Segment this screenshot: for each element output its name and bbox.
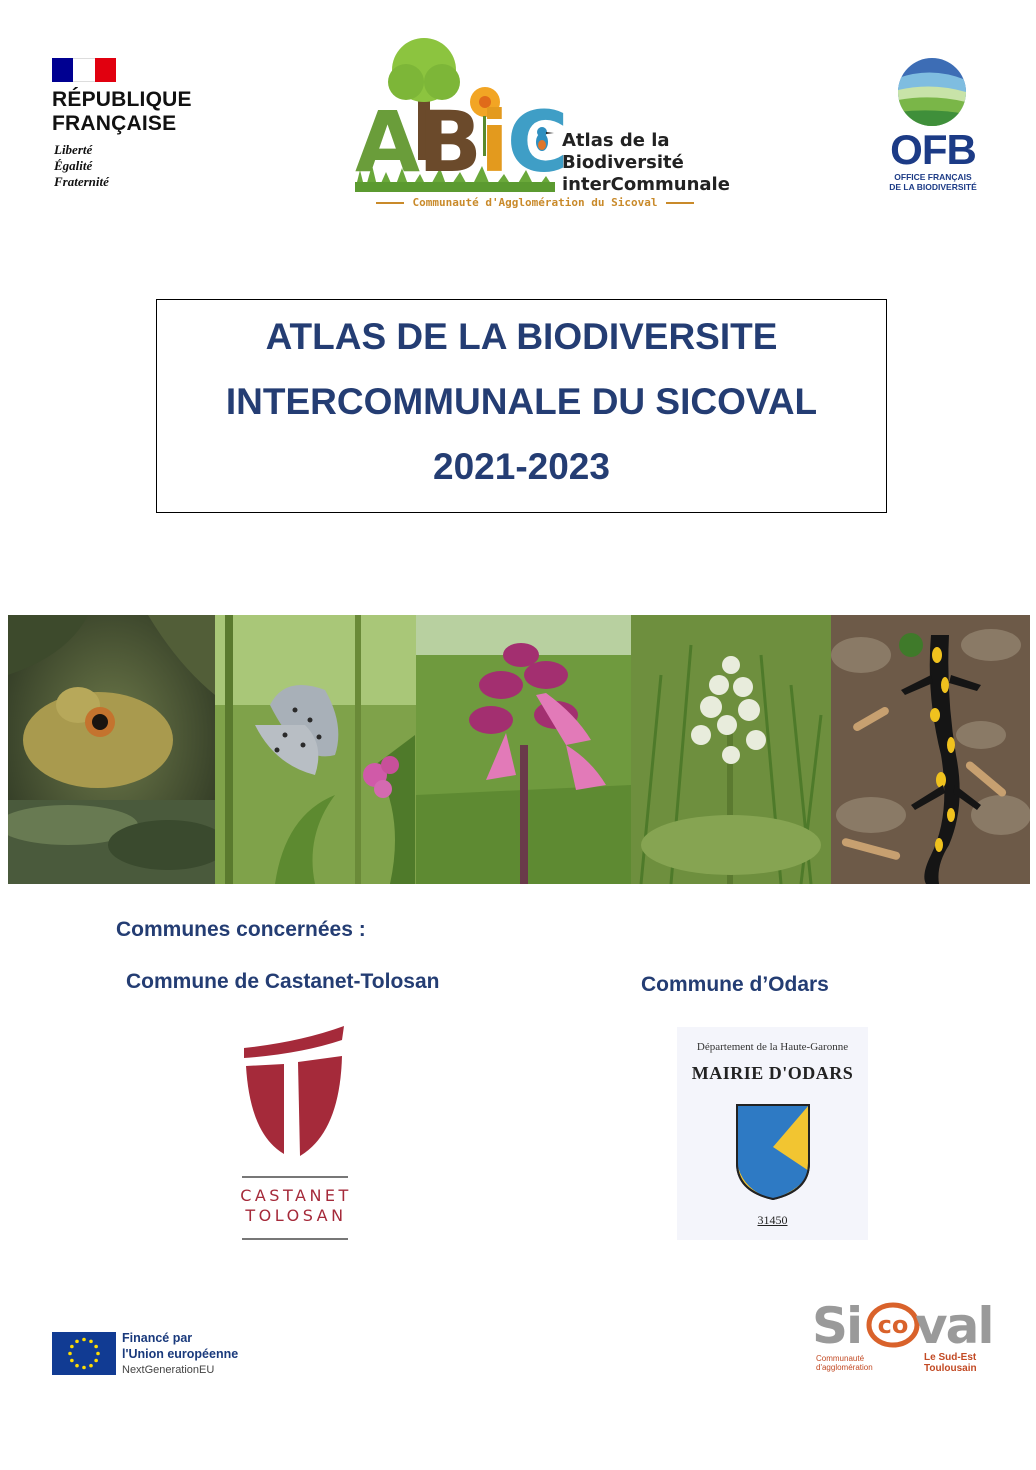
odars-mairie-title: MAIRIE D'ODARS [691, 1063, 854, 1083]
butterfly-photo [215, 615, 416, 884]
ofb-subtitle: OFFICE FRANÇAIS DE LA BIODIVERSITÉ [889, 172, 977, 192]
ofb-acronym: OFB [890, 126, 976, 173]
odars-department: Département de la Haute-Garonne [696, 1041, 849, 1053]
mairie-odars-logo [677, 1027, 868, 1240]
odars-label: Commune d’Odars [641, 973, 829, 996]
fire-salamander-photo [831, 615, 1030, 884]
republique-francaise-logo [52, 58, 222, 198]
odars-postcode: 31450 [757, 1213, 788, 1227]
republique-name: RÉPUBLIQUE FRANÇAISE [52, 88, 192, 135]
sicoval-region-text: Le Sud-Est Toulousain [924, 1352, 977, 1374]
ofb-landscape-icon [898, 58, 966, 126]
sicoval-si: Si [812, 1297, 862, 1355]
abic-title: Atlas de la Biodiversité interCommunale [562, 130, 730, 195]
eu-star [82, 1338, 86, 1342]
title-line-1: ATLAS DE LA BIODIVERSITE [265, 316, 778, 357]
ofb-logo [878, 56, 988, 196]
eu-funded-text: Financé par l'Union européenne [122, 1331, 239, 1361]
sicoval-co-icon [866, 1302, 920, 1348]
orchid-photo [416, 615, 631, 884]
abic-logo [350, 30, 730, 220]
communes-heading: Communes concernées : [116, 918, 366, 941]
eu-star [96, 1352, 100, 1356]
eu-star [82, 1366, 86, 1370]
sicoval-val: val [915, 1297, 993, 1355]
eu-star [89, 1364, 93, 1368]
toad-photo [8, 615, 215, 884]
abic-tagline: Communauté d'Agglomération du Sicoval [350, 196, 720, 209]
abic-letters: ABiC [355, 93, 567, 191]
republique-motto: Liberté Égalité Fraternité [54, 142, 109, 189]
eu-star [75, 1340, 79, 1344]
odars-coat-of-arms-icon [733, 1101, 813, 1201]
white-orchid-photo [631, 615, 831, 884]
title-line-3: 2021-2023 [433, 446, 610, 487]
photo-strip [8, 615, 1030, 884]
castanet-label: Commune de Castanet-Tolosan [126, 970, 440, 993]
castanet-wordmark: CASTANET TOLOSAN [240, 1186, 352, 1225]
eu-star [94, 1359, 98, 1363]
castanet-tolosan-logo [240, 1024, 352, 1244]
eu-star [75, 1364, 79, 1368]
eu-flag-icon [52, 1332, 116, 1375]
french-flag-icon [52, 58, 116, 82]
eu-star [68, 1352, 72, 1356]
sicoval-co-text: co [877, 1311, 909, 1339]
eu-star [70, 1345, 74, 1349]
sicoval-logo [812, 1296, 992, 1378]
eu-nextgen-text: NextGenerationEU [122, 1364, 215, 1376]
eu-star [89, 1340, 93, 1344]
sicoval-community-text: Communauté d'agglomération [816, 1354, 873, 1372]
eu-star [70, 1359, 74, 1363]
title-line-2: INTERCOMMUNALE DU SICOVAL [225, 381, 818, 422]
castanet-t-emblem-icon [240, 1024, 352, 1164]
eu-star [94, 1345, 98, 1349]
eu-funding-logo [52, 1330, 272, 1380]
title-box [156, 299, 887, 513]
